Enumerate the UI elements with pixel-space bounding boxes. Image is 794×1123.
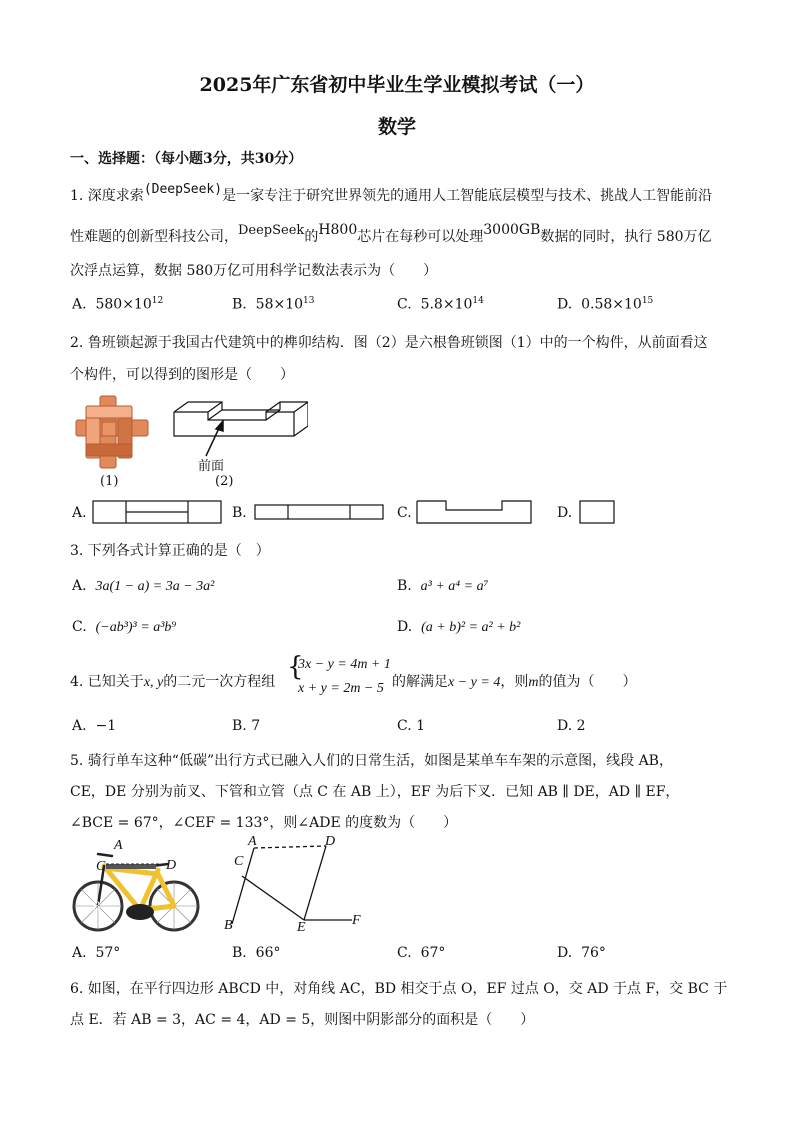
q4-option-a[interactable]: A. −1 [72,718,117,734]
fig1-label: (1) [100,474,119,489]
q5-option-b[interactable]: B. 66° [232,945,281,961]
q3-option-d[interactable]: D. (a + b)² = a² + b² [397,619,521,635]
q4-eq1: 3x − y = 4m + 1 [298,657,391,672]
system-brace: { [287,652,304,682]
pt-d: D [325,834,336,849]
q3-option-c[interactable]: C. (−ab³)³ = a³b⁹ [72,619,177,635]
q2-option-b-figure[interactable] [254,504,384,520]
q3-stem: 3. 下列各式计算正确的是（ ） [70,543,270,559]
q5-line2: CE，DE 分别为前叉、下管和立管（点 C 在 AB 上），EF 为后下叉．已知 AB ∥ DE，AD ∥ EF， [70,784,680,800]
q4-stem-tail: 的解满足x − y = 4，则m的值为（ ） [392,674,637,690]
q1-option-c[interactable]: C. $5.8\times 10^{14}$ [397,296,484,313]
q5-line1: 5. 骑行单车这种“低碳”出行方式已融入人们的日常生活，如图是某单车车架的示意图，线段 AB， [70,753,673,769]
bike-label-d: D [166,858,177,873]
q6-line2: 点 E．若 AB = 3，AC = 4，AD = 5，则图中阴影部分的面积是（ ） [70,1012,535,1028]
subject-title: 数学 [377,116,416,138]
q4-option-c[interactable]: C. 1 [397,718,426,734]
pt-f: F [352,913,361,928]
exam-title: 2025年广东省初中毕业生学业模拟考试（一） [199,74,595,96]
q4-eq2: x + y = 2m − 5 [298,681,384,696]
q4-option-d[interactable]: D. 2 [557,718,586,734]
component-figure [168,396,308,476]
q2-option-c-figure[interactable] [416,500,532,524]
fig2-label: (2) [215,474,234,489]
q2-option-d-figure[interactable] [579,500,615,524]
q1-option-a[interactable]: A. $580\times 10^{12}$ [72,296,164,313]
q1-line3: 次浮点运算，数据 580万亿可用科学记数法表示为（ ） [70,263,438,279]
q5-option-d[interactable]: D. 76° [557,945,606,961]
pt-c: C [234,854,244,869]
q6-line1: 6. 如图，在平行四边形 ABCD 中，对角线 AC，BD 相交于点 O，EF 过点 O，交 AD 于点 F，交 BC 于 [70,981,728,997]
q2-option-c-label[interactable]: C. [397,505,412,521]
q1-line2: 性难题的创新型科技公司，DeepSeek的H800芯片在每秒可以处理3000GB数据的同时，执行 580万亿 [70,222,712,245]
section-heading: 一、选择题：（每小题3分，共30分） [70,151,303,167]
q1-option-d[interactable]: D. $0.58\times 10^{15}$ [557,296,654,313]
pt-b: B [224,918,233,933]
luban-lock-image [72,392,152,472]
bike-label-c: C [96,859,106,874]
q1-line1: 1. 深度求索(DeepSeek)是一家专注于研究世界领先的通用人工智能底层模型与技术、挑战人工智能前沿 [70,182,713,204]
q2-option-b-label[interactable]: B. [232,505,247,521]
q3-option-b[interactable]: B. a³ + a⁴ = a⁷ [397,578,489,594]
bike-label-b: B [92,898,100,913]
pt-a: A [248,834,257,849]
q2-line2: 个构件，可以得到的图形是（ ） [70,367,294,383]
q2-option-a-label[interactable]: A. [72,505,87,521]
q1-option-b[interactable]: B. $58\times 10^{13}$ [232,296,315,313]
pt-e: E [297,920,306,935]
q3-option-a[interactable]: A. 3a(1 − a) = 3a − 3a² [72,578,215,594]
q4-stem: 4. 已知关于x, y的二元一次方程组 [70,674,276,690]
q5-line3: ∠BCE = 67°，∠CEF = 133°，则∠ADE 的度数为（ ） [70,815,458,831]
front-label: 前面 [198,459,225,474]
bike-label-a: A [114,838,123,853]
bicycle-image [70,838,205,938]
q4-option-b[interactable]: B. 7 [232,718,261,734]
q2-line1: 2. 鲁班锁起源于我国古代建筑中的榫卯结构．图（2）是六根鲁班锁图（1）中的一个构件，从前面看这 [70,335,708,351]
q2-option-d-label[interactable]: D. [557,505,573,521]
q5-option-a[interactable]: A. 57° [72,945,121,961]
q2-option-a-figure[interactable] [92,500,222,524]
q5-option-c[interactable]: C. 67° [397,945,446,961]
